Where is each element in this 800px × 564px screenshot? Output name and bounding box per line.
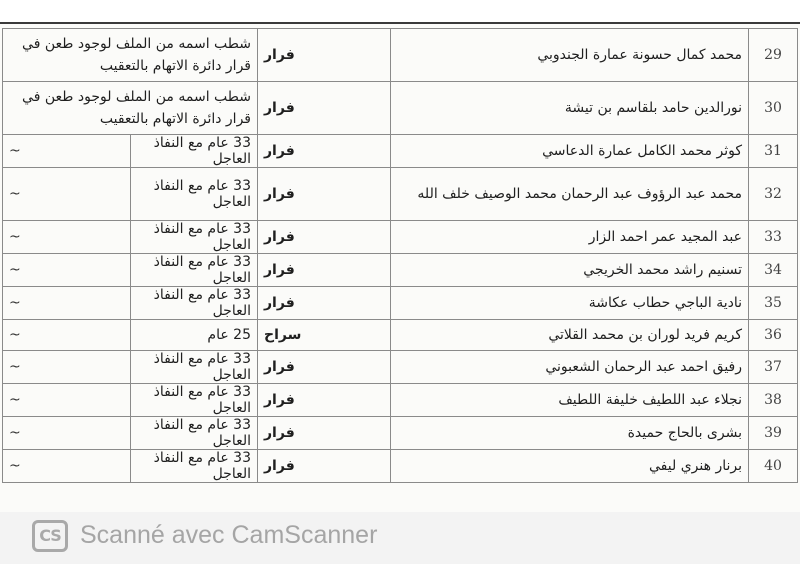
sentence-cell: 25 عام xyxy=(130,320,258,351)
table-row xyxy=(3,320,798,351)
person-name: تسنيم راشد محمد الخريجي xyxy=(391,254,749,287)
table-row xyxy=(3,287,798,320)
table-row xyxy=(3,254,798,287)
signature-mark: ~ xyxy=(3,135,131,168)
status-cell: فرار xyxy=(258,168,391,221)
row-number: 33 xyxy=(749,221,798,254)
row-number: 34 xyxy=(749,254,798,287)
status-cell: فرار xyxy=(258,29,391,82)
status-cell: سراح xyxy=(258,320,391,351)
person-name: كريم فريد لوران بن محمد القلاتي xyxy=(391,320,749,351)
status-cell: فرار xyxy=(258,384,391,417)
top-bar xyxy=(0,0,800,22)
person-name: محمد عبد الرؤوف عبد الرحمان محمد الوصيف خلف الله xyxy=(391,168,749,221)
row-number: 30 xyxy=(749,82,798,135)
records-table xyxy=(2,28,798,483)
sentence-cell: 33 عام مع النفاذ العاجل xyxy=(130,351,258,384)
sentence-cell: 33 عام مع النفاذ العاجل xyxy=(130,168,258,221)
table-row xyxy=(3,417,798,450)
row-number: 37 xyxy=(749,351,798,384)
sentence-cell: 33 عام مع النفاذ العاجل xyxy=(130,384,258,417)
signature-mark: ~ xyxy=(3,320,131,351)
table-row xyxy=(3,221,798,254)
person-name: نادية الباجي حطاب عكاشة xyxy=(391,287,749,320)
row-number: 35 xyxy=(749,287,798,320)
signature-mark: ~ xyxy=(3,450,131,483)
table-row xyxy=(3,82,798,135)
sentence-cell: 33 عام مع النفاذ العاجل xyxy=(130,450,258,483)
row-number: 39 xyxy=(749,417,798,450)
status-cell: فرار xyxy=(258,135,391,168)
status-cell: فرار xyxy=(258,351,391,384)
person-name: برنار هنري ليفي xyxy=(391,450,749,483)
status-cell: فرار xyxy=(258,82,391,135)
sentence-cell: 33 عام مع النفاذ العاجل xyxy=(130,417,258,450)
signature-mark: ~ xyxy=(3,384,131,417)
row-number: 32 xyxy=(749,168,798,221)
note-cell: شطب اسمه من الملف لوجود طعن في قرار دائرة الاتهام بالتعقيب xyxy=(3,82,258,135)
table-row xyxy=(3,29,798,82)
signature-mark: ~ xyxy=(3,168,131,221)
person-name: رفيق احمد عبد الرحمان الشعبوني xyxy=(391,351,749,384)
table-row xyxy=(3,384,798,417)
row-number: 36 xyxy=(749,320,798,351)
signature-mark: ~ xyxy=(3,417,131,450)
status-cell: فرار xyxy=(258,254,391,287)
table-row xyxy=(3,351,798,384)
status-cell: فرار xyxy=(258,417,391,450)
row-number: 29 xyxy=(749,29,798,82)
status-cell: فرار xyxy=(258,221,391,254)
camscanner-watermark: Scanné avec CamScanner xyxy=(80,521,378,549)
person-name: نورالدين حامد بلقاسم بن تيشة xyxy=(391,82,749,135)
row-number: 31 xyxy=(749,135,798,168)
sentence-cell: 33 عام مع النفاذ العاجل xyxy=(130,287,258,320)
person-name: نجلاء عبد اللطيف خليفة اللطيف xyxy=(391,384,749,417)
signature-mark: ~ xyxy=(3,254,131,287)
status-cell: فرار xyxy=(258,287,391,320)
table-row xyxy=(3,135,798,168)
table-row xyxy=(3,168,798,221)
table-row xyxy=(3,450,798,483)
sentence-cell: 33 عام مع النفاذ العاجل xyxy=(130,221,258,254)
signature-mark: ~ xyxy=(3,221,131,254)
row-number: 38 xyxy=(749,384,798,417)
person-name: عبد المجيد عمر احمد الزار xyxy=(391,221,749,254)
person-name: محمد كمال حسونة عمارة الجندوبي xyxy=(391,29,749,82)
signature-mark: ~ xyxy=(3,351,131,384)
person-name: بشرى بالحاج حميدة xyxy=(391,417,749,450)
note-cell: شطب اسمه من الملف لوجود طعن في قرار دائرة الاتهام بالتعقيب xyxy=(3,29,258,82)
person-name: كوثر محمد الكامل عمارة الدعاسي xyxy=(391,135,749,168)
status-cell: فرار xyxy=(258,450,391,483)
signature-mark: ~ xyxy=(3,287,131,320)
sentence-cell: 33 عام مع النفاذ العاجل xyxy=(130,135,258,168)
row-number: 40 xyxy=(749,450,798,483)
sentence-cell: 33 عام مع النفاذ العاجل xyxy=(130,254,258,287)
camscanner-logo-icon: CS xyxy=(32,520,68,552)
